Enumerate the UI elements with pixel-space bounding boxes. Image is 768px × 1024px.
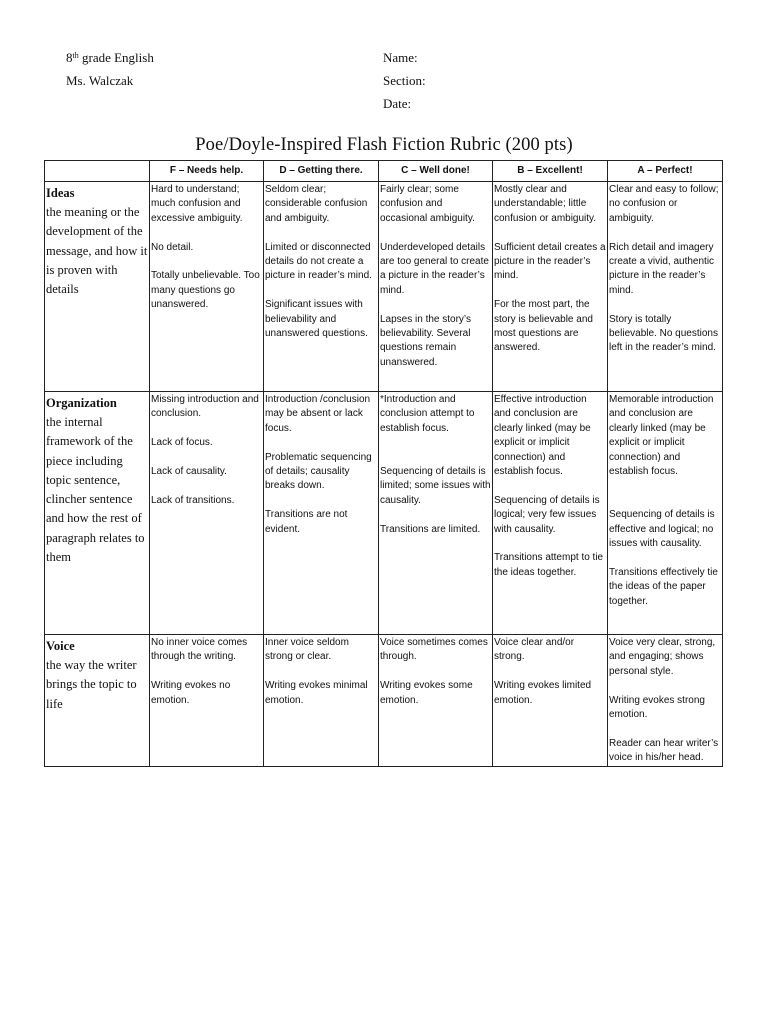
category-description: the way the writer brings the topic to life xyxy=(46,658,137,711)
category-cell xyxy=(45,182,150,392)
criterion-text: Limited or disconnected details do not create a picture in reader’s mind. xyxy=(265,241,372,282)
rubric-header-row xyxy=(45,161,723,182)
criterion-text: Writing evokes minimal emotion. xyxy=(265,680,368,706)
criterion-text: Problematic sequencing of details; causality breaks down. xyxy=(265,451,372,492)
rubric-cell-d xyxy=(264,635,379,767)
rubric-cell-f xyxy=(150,635,264,767)
rubric-cell-c xyxy=(379,635,493,767)
criterion-text: Sequencing of details is limited; some issues with causality. xyxy=(380,466,491,506)
rubric-cell-c xyxy=(379,392,493,635)
criterion-text: Lack of transitions. xyxy=(151,494,235,506)
category-name: Organization xyxy=(46,396,117,410)
criterion-text: Clear and easy to follow; no confusion or ambiguity. xyxy=(609,184,719,224)
criterion-text: Missing introduction and conclusion. xyxy=(151,394,259,420)
column-header-category xyxy=(45,161,150,182)
criterion-text: Underdeveloped details are too general to create a picture in the reader’s mind. xyxy=(380,241,489,296)
criterion-text: Transitions are not evident. xyxy=(265,509,348,535)
column-header-c: C – Well done! xyxy=(379,161,493,182)
date-label: Date: xyxy=(383,96,412,111)
section-label: Section: xyxy=(383,73,426,88)
criterion-text: Reader can hear writer’s voice in his/her head. xyxy=(609,737,719,764)
rubric-cell-b xyxy=(493,635,608,767)
criterion-text: Transitions effectively tie the ideas of the paper together. xyxy=(609,566,718,607)
rubric-cell-f xyxy=(150,182,264,392)
rubric-cell-a xyxy=(608,635,723,767)
course-line xyxy=(66,46,154,69)
category-description: the meaning or the development of the message, and how it is proven with details xyxy=(46,205,148,297)
criterion-text: Story is totally believable. No questions left in the reader’s mind. xyxy=(609,313,718,354)
grade-suffix: th xyxy=(72,51,79,60)
criterion-text: Hard to understand; much confusion and excessive ambiguity. xyxy=(151,184,243,224)
criterion-text: Transitions attempt to tie the ideas together. xyxy=(494,552,604,578)
rubric-cell-d xyxy=(264,392,379,635)
criterion-text: Memorable introduction and conclusion are clearly linked (may be explicit or implicit connection) and establish focus. xyxy=(609,394,714,478)
criterion-text: Introduction /conclusion may be absent or lack focus. xyxy=(265,394,371,434)
teacher-name: Ms. Walczak xyxy=(66,73,134,88)
rubric-cell-b xyxy=(493,182,608,392)
column-header-d: D – Getting there. xyxy=(264,161,379,182)
category-cell xyxy=(45,635,150,767)
criterion-text: Sequencing of details is logical; very few issues with causality. xyxy=(494,494,600,535)
criterion-text: No inner voice comes through the writing. xyxy=(151,637,248,663)
criterion-text: Sequencing of details is effective and logical; no issues with causality. xyxy=(609,509,715,550)
criterion-text: Significant issues with believability and unanswered questions. xyxy=(265,299,368,340)
criterion-text: Lack of causality. xyxy=(151,466,227,477)
grade-number: 8 xyxy=(66,50,73,65)
column-header-a: A – Perfect! xyxy=(608,161,723,182)
criterion-text: Effective introduction and conclusion are clearly linked (may be explicit or implicit connection) and establish focus. xyxy=(494,394,591,478)
column-header-f: F – Needs help. xyxy=(150,161,264,182)
criterion-text: Inner voice seldom strong or clear. xyxy=(265,637,349,663)
criterion-text: Lapses in the story’s believability. Several questions remain unanswered. xyxy=(380,313,471,368)
criterion-text: Seldom clear; considerable confusion and ambiguity. xyxy=(265,184,368,224)
criterion-text: Sufficient detail creates a picture in the reader’s mind. xyxy=(494,241,606,282)
criterion-text: Writing evokes limited emotion. xyxy=(494,680,592,706)
rubric-table xyxy=(44,160,723,767)
criterion-text: Totally unbelievable. Too many questions go unanswered. xyxy=(151,270,260,311)
criterion-text: Voice clear and/or strong. xyxy=(494,637,575,663)
rubric-cell-b xyxy=(493,392,608,635)
criterion-text: Lack of focus. xyxy=(151,437,213,449)
category-description: the internal framework of the piece including topic sentence, clincher sentence and how the rest of paragraph relates to them xyxy=(46,415,145,565)
criterion-text: Transitions are limited. xyxy=(380,523,481,535)
rubric-row-ideas xyxy=(45,182,723,392)
criterion-text: Writing evokes strong emotion. xyxy=(609,694,705,721)
header-right xyxy=(383,46,426,115)
criterion-text: Writing evokes no emotion. xyxy=(151,680,231,706)
category-name: Ideas xyxy=(46,186,75,200)
criterion-text: No detail. xyxy=(151,241,194,253)
criterion-text: Writing evokes some emotion. xyxy=(380,680,473,706)
rubric-row-voice xyxy=(45,635,723,767)
rubric-cell-f xyxy=(150,392,264,635)
criterion-text: For the most part, the story is believable and most questions are answered. xyxy=(494,299,593,354)
rubric-cell-d xyxy=(264,182,379,392)
criterion-text: Rich detail and imagery create a vivid, authentic picture in the reader’s mind. xyxy=(609,241,715,296)
rubric-cell-a xyxy=(608,182,723,392)
rubric-row-organization xyxy=(45,392,723,635)
criterion-text: *Introduction and conclusion attempt to establish focus. xyxy=(380,394,475,434)
grade-course: grade English xyxy=(78,50,154,65)
rubric-cell-c xyxy=(379,182,493,392)
category-name: Voice xyxy=(46,639,75,653)
name-label: Name: xyxy=(383,50,418,65)
criterion-text: Voice very clear, strong, and engaging; shows personal style. xyxy=(609,637,716,677)
header-left xyxy=(66,46,154,92)
column-header-b: B – Excellent! xyxy=(493,161,608,182)
criterion-text: Mostly clear and understandable; little confusion or ambiguity. xyxy=(494,184,597,224)
criterion-text: Fairly clear; some confusion and occasional ambiguity. xyxy=(380,184,475,224)
criterion-text: Voice sometimes comes through. xyxy=(380,637,488,663)
category-cell xyxy=(45,392,150,635)
page-title: Poe/Doyle-Inspired Flash Fiction Rubric (200 pts) xyxy=(195,135,573,155)
rubric-cell-a xyxy=(608,392,723,635)
